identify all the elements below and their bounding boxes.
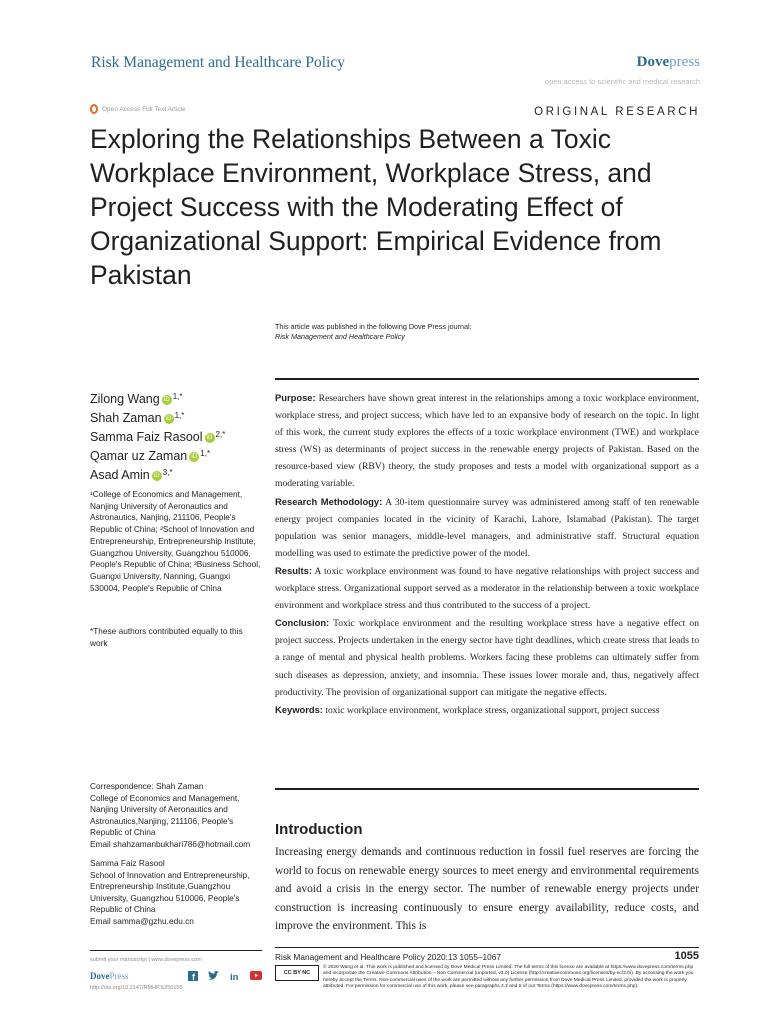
orcid-icon[interactable]: iD xyxy=(205,433,215,443)
facebook-icon[interactable] xyxy=(186,969,199,982)
correspondence-line: Samma Faiz Rasool xyxy=(90,858,165,868)
correspondence-line: Republic of China xyxy=(90,827,156,838)
orcid-icon[interactable]: iD xyxy=(152,471,162,481)
footer-publisher-suffix: Press xyxy=(109,970,129,981)
abstract-label: Results: xyxy=(275,564,312,576)
publication-note-journal: Risk Management and Healthcare Policy xyxy=(275,332,405,341)
publisher-name: Dove xyxy=(636,54,670,70)
publication-note-line: This article was published in the following Dove Press journal: xyxy=(275,322,472,331)
abstract-text: Toxic workplace environment and the resulting workplace stress have a negative effect on project success. Projects undertaken in the energy sector have tight deadlines, which create stress that leads to a range of mental and physical health problems. Workers facing these problems can ultimately suffer from such diseases as depression, anxiety, and insomnia. These issues lower morale and, thus, negatively affect productivity. The provision of organizational support can mitigate the negative effects. xyxy=(275,618,699,698)
license-block xyxy=(275,965,699,990)
orcid-icon[interactable]: iD xyxy=(164,414,174,424)
doi-link[interactable]: http://doi.org/10.2147/RMHP.S256155 xyxy=(90,985,183,991)
footer-publisher-logo xyxy=(90,971,129,981)
correspondence-email[interactable]: Email shahzamanbukhari786@hotmail.com xyxy=(90,838,251,849)
abstract-text: Researchers have shown great interest in the relationships among a toxic workplace environment, workplace stress, and project success, which have led to an expansive body of research on the topic. In light of this work, the current study explores the effects of a toxic workplace environment (TWE) and workplace stress (WS) as determinants of project success in the renewable energy projects of Pakistan. Based on the resource-based view (RBV) theory, the study proposes and tests a model with organizational support as a moderating variable. xyxy=(275,393,699,490)
abstract-top-rule xyxy=(275,378,699,380)
section-heading: Introduction xyxy=(275,821,363,838)
author-name: Qamar uz Zaman xyxy=(90,449,188,463)
author-affiliation-mark: 3,* xyxy=(162,468,173,477)
correspondence-line: College of Economics and Management, xyxy=(90,792,240,803)
abstract-purpose xyxy=(275,389,699,493)
introduction-text: Increasing energy demands and continuous reduction in fossil fuel reserves are forcing the world to focus on renewable energy sources to meet energy and environmental requirements and avoid a crisis in the energy sector. The number of renewable energy projects under construction is increasing continuously to ensure energy availability, reduce costs, and improve the environment. This is xyxy=(275,846,699,933)
abstract-keywords xyxy=(275,701,699,719)
open-access-label: Open Access Full Text Article xyxy=(102,105,186,113)
author-affiliation-mark: 1,* xyxy=(200,449,211,458)
submit-link[interactable]: submit your manuscript | www.dovepress.com xyxy=(90,957,202,963)
footer-citation-row xyxy=(275,950,699,962)
article-type: ORIGINAL RESEARCH xyxy=(534,106,700,118)
footer-left xyxy=(90,954,262,991)
journal-citation: Risk Management and Healthcare Policy 2020:13 1055–1067 xyxy=(275,952,502,962)
author xyxy=(90,466,225,485)
abstract-label: Conclusion: xyxy=(275,617,330,629)
svg-text:in: in xyxy=(229,971,238,981)
correspondence-line: Astronautics,Nanjing, 211106, People's xyxy=(90,815,234,826)
author-affiliation-mark: 1,* xyxy=(172,392,183,401)
abstract-label: Keywords: xyxy=(275,703,323,715)
author xyxy=(90,390,225,409)
author-affiliation-mark: 2,* xyxy=(215,430,226,439)
publisher-suffix: press xyxy=(669,54,700,70)
abstract-label: Research Methodology: xyxy=(275,495,383,507)
twitter-icon[interactable] xyxy=(207,969,220,982)
open-access-badge xyxy=(90,104,186,114)
abstract xyxy=(275,389,699,719)
publication-note xyxy=(275,322,695,342)
abstract-text: A 30-item questionnaire survey was administered among staff of ten renewable energy project companies located in the vicinity of Karachi, Lahore, Islamabad (Pakistan). The target population was senior managers, middle-level managers, and administrative staff. Structural equation modelling was used to estimate the predictive power of the model. xyxy=(275,496,699,559)
article-title: Exploring the Relationships Between a Toxic Workplace Environment, Workplace Stress, and Project Success with the Moderating Effect of Organizational Support: Empirical Evidence from Pakistan xyxy=(90,124,662,290)
footer-rule-left xyxy=(90,950,262,951)
correspondence-line: Entrepreneurship Institute,Guangzhou xyxy=(90,881,231,892)
abstract-label: Purpose: xyxy=(275,392,316,403)
orcid-icon[interactable]: iD xyxy=(162,395,172,405)
correspondence-line: Nanjing University of Aeronautics and xyxy=(90,804,228,815)
correspondence-block xyxy=(90,858,262,928)
journal-name: Risk Management and Healthcare Policy xyxy=(91,54,345,71)
abstract-text: A toxic workplace environment was found to have negative relationships with project success and workplace stress. Organizational support served as a moderator in the relationship between a toxic workplace environment and workplace stress and thus contributed to the success of a project. xyxy=(275,565,699,612)
page-number: 1055 xyxy=(674,950,699,962)
svg-text:f: f xyxy=(191,971,195,981)
cc-badge-label: CC BY NC xyxy=(283,970,311,976)
orcid-icon[interactable]: iD xyxy=(189,452,199,462)
footer-right xyxy=(275,950,699,990)
author-affiliation-mark: 1,* xyxy=(174,411,185,420)
abstract-methods xyxy=(275,493,699,562)
correspondence-line: University, Guangzhou 510006, People's xyxy=(90,892,240,903)
footer-rule-right xyxy=(275,947,699,948)
license-text: © 2020 Wang et al. This work is published and licensed by Dove Medical Press Limited. The full terms of this license are available at https://www.dovepress.com/terms.php and incorporate the Creative Commons Attribution – Non Commercial (unported, v3.0) License (http://creativecommons.org/licenses/by-nc/3.0/). By accessing the work you hereby accept the Terms. Non-commercial uses of the work are permitted without any further permission from Dove Medical Press Limited, provided the work is properly attributed. For permission for commercial use of this work, please see paragraphs 4.2 and 5 of our Terms (https://www.dovepress.com/terms.php). xyxy=(323,965,694,989)
publisher-logo xyxy=(637,54,700,71)
author-name: Samma Faiz Rasool xyxy=(90,430,203,444)
publisher-tagline: open access to scientific and medical research xyxy=(544,77,700,86)
author-name: Asad Amin xyxy=(90,468,150,482)
correspondence-line: School of Innovation and Entrepreneurship, xyxy=(90,869,250,880)
footer-publisher-name: Dove xyxy=(90,970,110,981)
abstract-conclusion xyxy=(275,614,699,700)
footer-brand-row xyxy=(90,969,262,982)
abstract-results xyxy=(275,562,699,614)
author-name: Zilong Wang xyxy=(90,392,160,406)
author-name: Shah Zaman xyxy=(90,411,162,425)
correspondence-line: Correspondence: Shah Zaman xyxy=(90,781,204,791)
cc-license-icon[interactable] xyxy=(275,965,319,981)
author xyxy=(90,447,225,466)
equal-contribution-note: *These authors contributed equally to this work xyxy=(90,626,243,648)
affiliations: ¹College of Economics and Management, Nanjing University of Aeronautics and Astronautics, Nanjing, 211106, People's Republic of China; ²School of Innovation and Entrepreneurship, Entrepreneurship Institute, Guangzhou University, Guangzhou 510006, People's Republic of China; ³Business School, Guangxi University, Nanning, Guangxi 530004, People's Republic of China xyxy=(90,489,261,593)
correspondence-email[interactable]: Email samma@gzhu.edu.cn xyxy=(90,915,194,926)
correspondence-line: Republic of China xyxy=(90,904,156,915)
abstract-text: toxic workplace environment, workplace stress, organizational support, project success xyxy=(325,704,660,716)
author xyxy=(90,409,225,428)
youtube-icon[interactable] xyxy=(249,969,262,982)
correspondence-block xyxy=(90,781,262,851)
abstract-bottom-rule xyxy=(275,788,699,790)
open-access-icon xyxy=(90,104,98,114)
author-list xyxy=(90,390,225,485)
linkedin-icon[interactable] xyxy=(228,969,241,982)
